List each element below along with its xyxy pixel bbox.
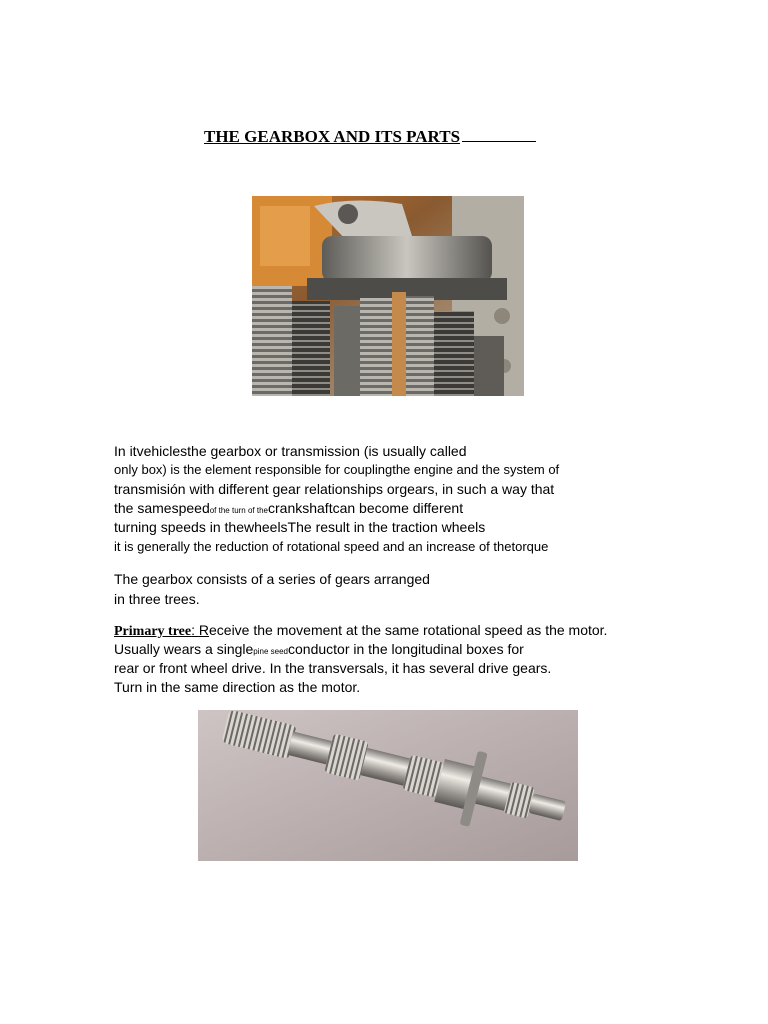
gearbox-photo xyxy=(252,196,524,396)
para3-line1: Primary tree: Receive the movement at the same rotational speed as the motor. xyxy=(114,622,608,639)
para1-line3: transmisión with different gear relationships orgears, in such a way that xyxy=(114,481,555,497)
para2-line2: in three trees. xyxy=(114,591,200,607)
para3-line3: rear or front wheel drive. In the transversals, it has several drive gears. xyxy=(114,660,552,676)
para3-line2: Usually wears a singlepine seedconductor in the longitudinal boxes for xyxy=(114,641,524,657)
para2-line1: The gearbox consists of a series of gears arranged xyxy=(114,571,430,587)
primary-shaft-photo xyxy=(198,710,578,861)
para3-line4: Turn in the same direction as the motor. xyxy=(114,679,361,695)
para1-line2: only box) is the element responsible for couplingthe engine and the system of xyxy=(114,462,560,477)
para1-line6: it is generally the reduction of rotational speed and an increase of thetorque xyxy=(114,539,549,554)
primary-tree-label: Primary tree xyxy=(114,624,192,639)
para1-line1: In itvehiclesthe gearbox or transmission (is usually called xyxy=(114,443,467,459)
para1-line4: the samespeedof the turn of thecrankshaftcan become different xyxy=(114,500,464,516)
para1-line5: turning speeds in thewheelsThe result in the traction wheels xyxy=(114,519,486,535)
document-title: THE GEARBOX AND ITS PARTS xyxy=(204,127,536,147)
